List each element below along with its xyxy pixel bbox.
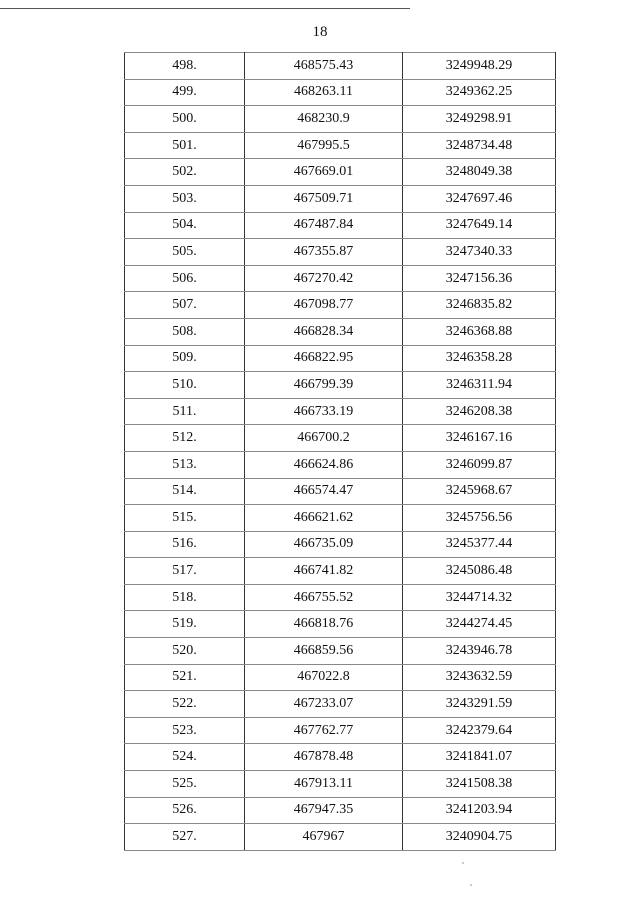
x-coordinate-cell: 466822.95 xyxy=(245,345,403,372)
point-number-cell: 518. xyxy=(125,584,245,611)
y-coordinate-cell: 3242379.64 xyxy=(403,717,556,744)
table-row xyxy=(125,691,556,718)
table-row xyxy=(125,345,556,372)
table-row xyxy=(125,185,556,212)
x-coordinate-cell: 466735.09 xyxy=(245,531,403,558)
y-coordinate-cell: 3245086.48 xyxy=(403,558,556,585)
table-row xyxy=(125,505,556,532)
x-coordinate-cell: 467022.8 xyxy=(245,664,403,691)
x-coordinate-cell: 467098.77 xyxy=(245,292,403,319)
y-coordinate-cell: 3247649.14 xyxy=(403,212,556,239)
y-coordinate-cell: 3241203.94 xyxy=(403,797,556,824)
table-row xyxy=(125,584,556,611)
x-coordinate-cell: 466733.19 xyxy=(245,398,403,425)
point-number-cell: 522. xyxy=(125,691,245,718)
x-coordinate-cell: 467509.71 xyxy=(245,185,403,212)
table-row xyxy=(125,212,556,239)
point-number-cell: 507. xyxy=(125,292,245,319)
point-number-cell: 513. xyxy=(125,451,245,478)
x-coordinate-cell: 466799.39 xyxy=(245,372,403,399)
y-coordinate-cell: 3243946.78 xyxy=(403,638,556,665)
table-row xyxy=(125,638,556,665)
point-number-cell: 498. xyxy=(125,53,245,80)
x-coordinate-cell: 467995.5 xyxy=(245,132,403,159)
x-coordinate-cell: 467967 xyxy=(245,824,403,851)
table-row xyxy=(125,558,556,585)
point-number-cell: 510. xyxy=(125,372,245,399)
point-number-cell: 526. xyxy=(125,797,245,824)
y-coordinate-cell: 3246208.38 xyxy=(403,398,556,425)
y-coordinate-cell: 3247156.36 xyxy=(403,265,556,292)
table-row xyxy=(125,106,556,133)
y-coordinate-cell: 3241508.38 xyxy=(403,771,556,798)
page-number: 18 xyxy=(312,24,328,40)
y-coordinate-cell: 3244274.45 xyxy=(403,611,556,638)
point-number-cell: 525. xyxy=(125,771,245,798)
y-coordinate-cell: 3246311.94 xyxy=(403,372,556,399)
point-number-cell: 505. xyxy=(125,239,245,266)
point-number-cell: 500. xyxy=(125,106,245,133)
y-coordinate-cell: 3246368.88 xyxy=(403,318,556,345)
x-coordinate-cell: 467487.84 xyxy=(245,212,403,239)
x-coordinate-cell: 468575.43 xyxy=(245,53,403,80)
table-row xyxy=(125,611,556,638)
top-rule xyxy=(0,8,410,9)
point-number-cell: 519. xyxy=(125,611,245,638)
x-coordinate-cell: 467947.35 xyxy=(245,797,403,824)
x-coordinate-cell: 467762.77 xyxy=(245,717,403,744)
y-coordinate-cell: 3243291.59 xyxy=(403,691,556,718)
table-row xyxy=(125,771,556,798)
y-coordinate-cell: 3248734.48 xyxy=(403,132,556,159)
y-coordinate-cell: 3245968.67 xyxy=(403,478,556,505)
table-row xyxy=(125,132,556,159)
point-number-cell: 517. xyxy=(125,558,245,585)
table-row xyxy=(125,531,556,558)
table-row xyxy=(125,398,556,425)
y-coordinate-cell: 3241841.07 xyxy=(403,744,556,771)
table-row xyxy=(125,292,556,319)
point-number-cell: 506. xyxy=(125,265,245,292)
point-number-cell: 524. xyxy=(125,744,245,771)
x-coordinate-cell: 466574.47 xyxy=(245,478,403,505)
table-row xyxy=(125,159,556,186)
table-row xyxy=(125,797,556,824)
point-number-cell: 509. xyxy=(125,345,245,372)
scan-speck xyxy=(462,862,464,864)
coordinates-table-body xyxy=(125,53,556,851)
y-coordinate-cell: 3247697.46 xyxy=(403,185,556,212)
table-row xyxy=(125,451,556,478)
y-coordinate-cell: 3249948.29 xyxy=(403,53,556,80)
y-coordinate-cell: 3245377.44 xyxy=(403,531,556,558)
point-number-cell: 504. xyxy=(125,212,245,239)
y-coordinate-cell: 3240904.75 xyxy=(403,824,556,851)
table-row xyxy=(125,79,556,106)
point-number-cell: 516. xyxy=(125,531,245,558)
y-coordinate-cell: 3246167.16 xyxy=(403,425,556,452)
point-number-cell: 502. xyxy=(125,159,245,186)
point-number-cell: 520. xyxy=(125,638,245,665)
y-coordinate-cell: 3246099.87 xyxy=(403,451,556,478)
table-row xyxy=(125,478,556,505)
x-coordinate-cell: 466818.76 xyxy=(245,611,403,638)
point-number-cell: 511. xyxy=(125,398,245,425)
y-coordinate-cell: 3248049.38 xyxy=(403,159,556,186)
x-coordinate-cell: 466624.86 xyxy=(245,451,403,478)
x-coordinate-cell: 466859.56 xyxy=(245,638,403,665)
table-row xyxy=(125,717,556,744)
x-coordinate-cell: 466621.62 xyxy=(245,505,403,532)
x-coordinate-cell: 466828.34 xyxy=(245,318,403,345)
table-row xyxy=(125,53,556,80)
y-coordinate-cell: 3249362.25 xyxy=(403,79,556,106)
point-number-cell: 521. xyxy=(125,664,245,691)
point-number-cell: 508. xyxy=(125,318,245,345)
x-coordinate-cell: 466741.82 xyxy=(245,558,403,585)
y-coordinate-cell: 3244714.32 xyxy=(403,584,556,611)
x-coordinate-cell: 467913.11 xyxy=(245,771,403,798)
scan-speck xyxy=(470,884,472,886)
x-coordinate-cell: 467233.07 xyxy=(245,691,403,718)
x-coordinate-cell: 466700.2 xyxy=(245,425,403,452)
table-row xyxy=(125,744,556,771)
table-row xyxy=(125,265,556,292)
point-number-cell: 501. xyxy=(125,132,245,159)
point-number-cell: 514. xyxy=(125,478,245,505)
y-coordinate-cell: 3246835.82 xyxy=(403,292,556,319)
y-coordinate-cell: 3247340.33 xyxy=(403,239,556,266)
x-coordinate-cell: 467355.87 xyxy=(245,239,403,266)
point-number-cell: 515. xyxy=(125,505,245,532)
coordinates-table xyxy=(124,52,556,851)
y-coordinate-cell: 3246358.28 xyxy=(403,345,556,372)
x-coordinate-cell: 467878.48 xyxy=(245,744,403,771)
x-coordinate-cell: 468230.9 xyxy=(245,106,403,133)
y-coordinate-cell: 3243632.59 xyxy=(403,664,556,691)
x-coordinate-cell: 467270.42 xyxy=(245,265,403,292)
table-row xyxy=(125,824,556,851)
x-coordinate-cell: 467669.01 xyxy=(245,159,403,186)
y-coordinate-cell: 3249298.91 xyxy=(403,106,556,133)
point-number-cell: 527. xyxy=(125,824,245,851)
x-coordinate-cell: 468263.11 xyxy=(245,79,403,106)
table-row xyxy=(125,318,556,345)
y-coordinate-cell: 3245756.56 xyxy=(403,505,556,532)
point-number-cell: 503. xyxy=(125,185,245,212)
x-coordinate-cell: 466755.52 xyxy=(245,584,403,611)
table-row xyxy=(125,372,556,399)
point-number-cell: 512. xyxy=(125,425,245,452)
point-number-cell: 499. xyxy=(125,79,245,106)
table-row xyxy=(125,664,556,691)
table-row xyxy=(125,239,556,266)
table-row xyxy=(125,425,556,452)
point-number-cell: 523. xyxy=(125,717,245,744)
